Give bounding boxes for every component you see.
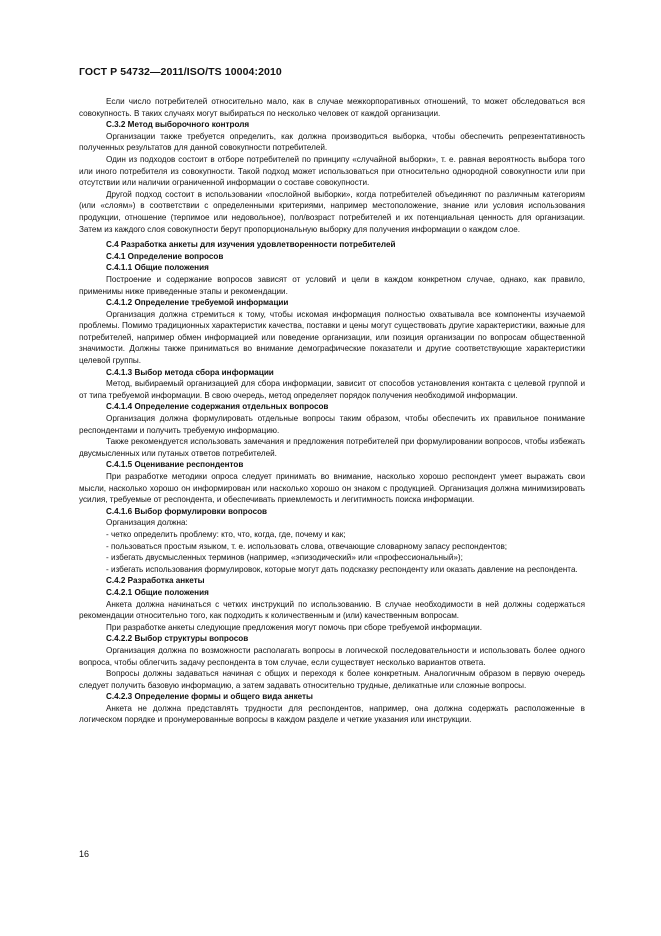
paragraph: Организация должна стремиться к тому, чтобы искомая информация полностью охватывала все компоненты изучаемой проблемы. Помимо традиционных характеристик качества, поставки и цены могут существовать другие характеристики, важные для потребителей, например обмен информацией или поведение организации, или позиция организации по вопросам общественной значимости. Должны также приниматься во внимание демографические показатели и другие соответствующие характеристики целевой группы. [79, 309, 585, 366]
paragraph: - избегать двусмысленных терминов (например, «эпизодический» или «профессиональный»); [106, 553, 463, 563]
paragraph: Построение и содержание вопросов зависят от условий и цели в каждом конкретном случае, однако, как правило, применимы ниже приведенные этапы и рекомендации. [79, 274, 585, 296]
paragraph: Если число потребителей относительно мало, как в случае межкорпоративных отношений, то может обследоваться вся совокупность. В таких случаях могут выбираться по несколько человек от каждой организации. [79, 97, 585, 118]
section-heading: С.4.2.2 Выбор структуры вопросов [106, 634, 249, 644]
paragraph: Один из подходов состоит в отборе потребителей по принципу «случайной выборки», т. е. равная вероятность выбора того или иного потребителя из совокупности. Такой подход может использоваться при относительно однородной совокупности или при отсутствии или наличии ограниченной информации о составе совокупности. [79, 154, 585, 188]
paragraph: - избегать использования формулировок, которые могут дать подсказку респонденту или оказать давление на респондента. [106, 564, 578, 574]
section-heading: С.4.1 Определение вопросов [106, 251, 224, 261]
section-heading: С.4.1.1 Общие положения [106, 263, 209, 273]
section-heading: С.4.2.3 Определение формы и общего вида анкеты [106, 692, 313, 702]
paragraph: Организации также требуется определить, как должна производиться выборка, чтобы обеспечить репрезентативность полученных результатов для данной совокупности потребителей. [79, 131, 585, 153]
section-heading: С.3.2 Метод выборочного контроля [106, 120, 250, 130]
section-heading: С.4.1.4 Определение содержания отдельных вопросов [106, 402, 329, 412]
paragraph: Анкета должна начинаться с четких инструкций по использованию. В случае необходимости в ней должны содержаться рекомендации относительно того, как подходить к количественным и (или) качественным вопросам. [79, 599, 585, 621]
section-heading: С.4.1.2 Определение требуемой информации [106, 298, 289, 308]
paragraph: Другой подход состоит в использовании «послойной выборки», когда потребителей объединяют по различным категориям (или «слоям») в соответствии с определенными критериями, например местоположение, знание или условия использования продукции, отношение (терпимое или недовольное), пол/возраст потребителей и их потенциальная ценность для организации. Затем из каждого слоя совокупности берут пропорциональную выборку для получения информации о каждом слое. [79, 189, 585, 234]
paragraph: Организация должна: [106, 518, 188, 528]
paragraph: Также рекомендуется использовать замечания и предложения потребителей при формулировании вопросов, чтобы избежать двусмысленных или путаных ответов потребителей. [79, 437, 585, 458]
page-number: 16 [79, 849, 90, 859]
paragraph: При разработке анкеты следующие предложения могут помочь при сборе требуемой информации. [106, 622, 482, 632]
paragraph: - четко определить проблему: кто, что, когда, где, почему и как; [106, 529, 346, 539]
paragraph: - пользоваться простым языком, т. е. использовать слова, отвечающие словарному запасу респондентов; [106, 541, 508, 551]
section-heading: С.4.1.3 Выбор метода сбора информации [106, 367, 274, 377]
paragraph: Анкета не должна представлять трудности для респондентов, например, она должна содержать расположенные в логическом порядке и пронумерованные вопросы в каждом разделе и четкие указания или инструкции. [79, 703, 585, 725]
section-heading: С.4.2.1 Общие положения [106, 587, 209, 597]
section-heading: С.4 Разработка анкеты для изучения удовлетворенности потребителей [106, 240, 396, 250]
paragraph: Организация должна по возможности располагать вопросы в логической последовательности и использовать более одного вопроса, чтобы облегчить задачу респондента в том случае, если существует несколько вариантов ответа. [79, 645, 585, 667]
paragraph: Организация должна формулировать отдельные вопросы таким образом, чтобы обеспечить их правильное понимание респондентами и получить требуемую информацию. [79, 414, 585, 435]
paragraph: При разработке методики опроса следует принимать во внимание, насколько хорошо респондент умеет выражать свои мысли, насколько хорошо он информирован или насколько хорошо он знаком с продукцией. Организация должна минимизировать усилия, требуемые от респондента, и обеспечивать приемлемость и легитимность поиска информации. [79, 472, 585, 505]
paragraph: Метод, выбираемый организацией для сбора информации, зависит от способов установления контакта с целевой группой и от типа требуемой информации. В свою очередь, метод определяет порядок получения необходимой информации. [79, 379, 585, 400]
paragraph: Вопросы должны задаваться начиная с общих и переходя к более конкретным. Аналогичным образом в первую очередь следует получить базовую информацию, а затем задавать относительно трудные, деликатные или сложные вопросы. [79, 669, 585, 690]
section-heading: С.4.1.5 Оценивание респондентов [106, 460, 244, 470]
section-heading: С.4.1.6 Выбор формулировки вопросов [106, 506, 268, 516]
section-heading: С.4.2 Разработка анкеты [106, 576, 205, 586]
document-header: ГОСТ Р 54732—2011/ISO/TS 10004:2010 [79, 66, 282, 78]
document-body [79, 96, 585, 726]
